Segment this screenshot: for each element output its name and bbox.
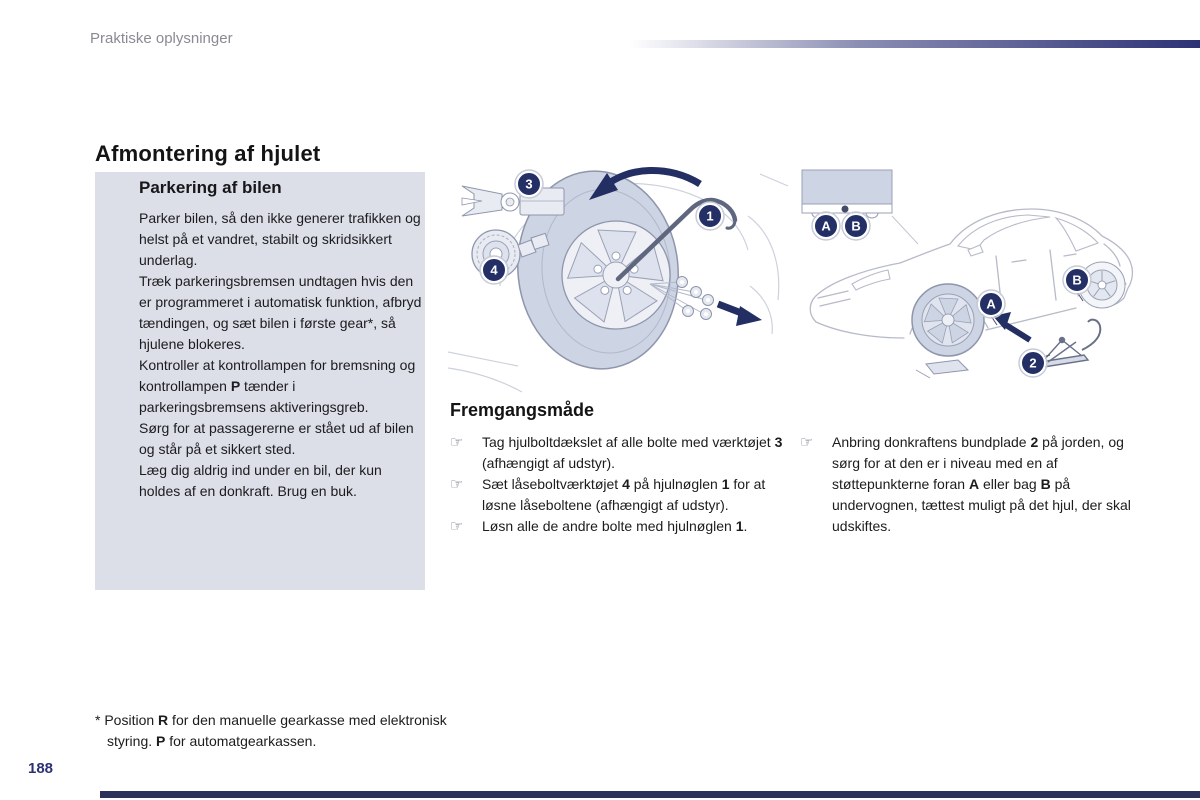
callout-2	[1019, 349, 1047, 377]
info-paragraph: Kontroller at kontrollampen for bremsning og kontrollampen P tænder i parkeringsbremsens aktiveringsgreb.	[139, 357, 416, 415]
bolt-cover-tool	[462, 186, 564, 216]
procedure-step-3: ☞ Løsn alle de andre bolte med hjulnøglen 1.	[450, 517, 748, 535]
bottom-rule	[100, 791, 1200, 798]
callout-b-inset	[842, 212, 870, 240]
svg-text:2: 2	[1029, 355, 1037, 371]
callout-3	[515, 170, 543, 198]
procedure-step-2: ☞ Sæt låseboltværktøjet 4 på hjulnøglen 1 for at løsne låseboltene (afhængigt af udstyr).	[450, 475, 766, 513]
callout-1	[696, 202, 724, 230]
info-box-heading: Parkering af bilen	[139, 178, 282, 197]
car-jacking-illustration	[798, 158, 1142, 400]
info-paragraph: Læg dig aldrig ind under en bil, der kun holdes af en donkraft. Brug en buk.	[139, 462, 382, 499]
procedure-step-4: ☞ Anbring donkraftens bundplade 2 på jorden, og sørg for at den er i niveau med en af støttepunkterne foran A eller bag B på undervognen, tættest muligt på det hjul, der skal udskiftes.	[800, 433, 1131, 534]
callout-4	[480, 256, 508, 284]
page-title: Afmontering af hjulet	[95, 140, 321, 166]
wheel-removal-illustration	[448, 158, 788, 398]
alloy-rim	[562, 221, 670, 329]
page-number: 188	[28, 760, 54, 777]
pointing-hand-icon: ☞	[450, 475, 464, 493]
info-box-parking	[95, 172, 425, 590]
page-header-label: Praktiske oplysninger	[90, 30, 233, 47]
header-gradient-rule	[630, 40, 1200, 48]
front-wheel-shaded	[912, 284, 984, 378]
procedure-list-right	[800, 432, 1150, 537]
info-box-body	[139, 208, 425, 502]
scissor-jack	[1040, 320, 1100, 367]
pointing-hand-icon: ☞	[800, 433, 814, 451]
procedure-step-1: ☞ Tag hjulboltdækslet af alle bolte med værktøjet 3 (afhængigt af udstyr).	[450, 433, 783, 471]
info-paragraph: Sørg for at passagererne er stået ud af bilen og står på et sikkert sted.	[139, 420, 414, 457]
procedure-list	[450, 432, 790, 537]
svg-text:1: 1	[706, 208, 714, 224]
footnote: * Position R for den manuelle gearkasse med elektronisk styring. P for automatgearkassen.	[95, 712, 447, 749]
procedure-heading: Fremgangsmåde	[450, 400, 595, 420]
pointing-hand-icon: ☞	[450, 433, 464, 451]
info-paragraph: Parker bilen, så den ikke generer trafikken og helst på et vandret, stabilt og skridsikkert underlag.	[139, 210, 421, 268]
svg-text:3: 3	[525, 176, 533, 192]
car-windows	[852, 215, 1098, 290]
info-paragraph: Træk parkeringsbremsen undtagen hvis den er programmeret i automatisk funktion, afbryd tændingen, og sæt bilen i første gear*, så hjulene blokeres.	[139, 273, 422, 352]
svg-text:4: 4	[490, 262, 498, 278]
pointing-hand-icon: ☞	[450, 517, 464, 535]
svg-text:A: A	[986, 296, 996, 312]
svg-text:B: B	[1072, 272, 1082, 288]
callout-a-inset	[812, 212, 840, 240]
svg-text:A: A	[821, 218, 831, 234]
remove-bolts-arrow	[718, 304, 762, 326]
callout-a	[977, 290, 1005, 318]
callout-b	[1063, 266, 1091, 294]
svg-text:B: B	[851, 218, 861, 234]
